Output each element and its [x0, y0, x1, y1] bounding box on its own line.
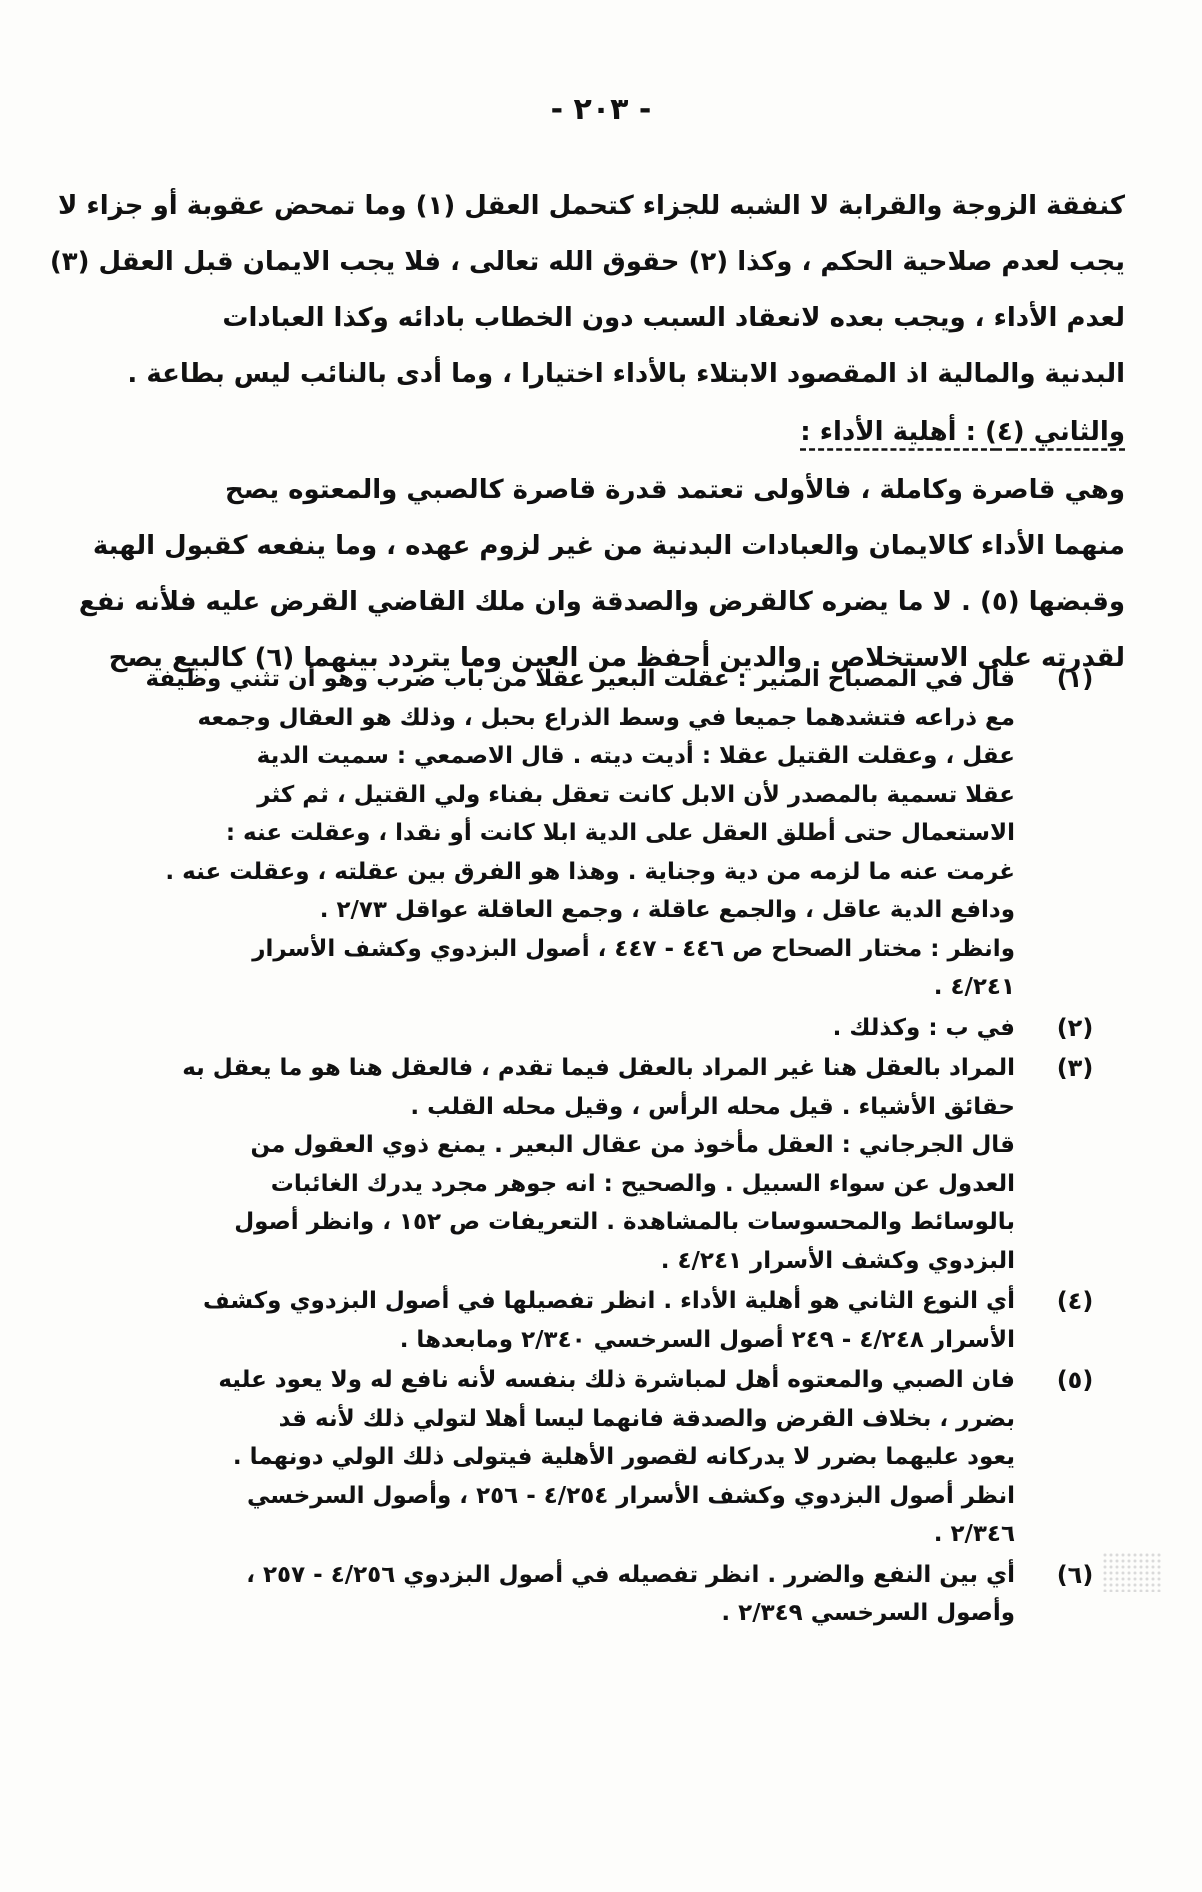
footnote [120, 1556, 1110, 1633]
main-text [49, 178, 1125, 686]
footnote-line: أي بين النفع والضرر . انظر تفصيله في أصول البزدوي ٤/٢٥٦ - ٢٥٧ ، [246, 1561, 1015, 1588]
body-line: البدنية والمالية اذ المقصود الابتلاء بالأداء اختيارا ، وما أدى بالنائب ليس بطاعة . [127, 359, 1125, 389]
footnote [120, 1361, 1110, 1554]
footnote-line: حقائق الأشياء . قيل محله الرأس ، وقيل محله القلب . [410, 1093, 1015, 1120]
body-line: منهما الأداء كالايمان والعبادات البدنية من غير لزوم عهده ، وما ينفعه كقبول الهبة [92, 531, 1125, 561]
footnote-line: قال في المصباح المنير : عقلت البعير عقلا من باب ضرب وهو أن تثني وظيفة [145, 666, 1015, 692]
footnote-line: عقلا تسمية بالمصدر لأن الابل كانت تعقل بفناء ولي القتيل ، ثم كثر [257, 781, 1015, 808]
footnote-line: ودافع الدية عاقل ، والجمع عاقلة ، وجمع العاقلة عواقل ٢/٧٣ . [319, 897, 1015, 923]
body-line: وهي قاصرة وكاملة ، فالأولى تعتمد قدرة قاصرة كالصبي والمعتوه يصح [224, 475, 1125, 505]
footnote-line: بضرر ، بخلاف القرض والصدقة فانهما ليسا أهلا لتولي ذلك لأنه قد [278, 1405, 1015, 1432]
footnotes [120, 660, 1110, 1635]
footnote-line: غرمت عنه ما لزمه من دية وجناية . وهذا هو الفرق بين عقلته ، وعقلت عنه . [165, 858, 1015, 885]
section-heading: والثاني (٤) : أهلية الأداء : [800, 417, 1125, 447]
footnote [120, 660, 1110, 1007]
footnote-number: (٤) [1056, 1287, 1094, 1315]
footnote-line: الاستعمال حتى أطلق العقل على الدية ابلا كانت أو نقدا ، وعقلت عنه : [225, 820, 1015, 846]
footnote-number: (١) [1056, 665, 1094, 693]
footnote-number: (٣) [1056, 1054, 1094, 1082]
body-line: يجب لعدم صلاحية الحكم ، وكذا (٢) حقوق الله تعالى ، فلا يجب الايمان قبل العقل (٣) [49, 247, 1125, 277]
footnote [120, 1009, 1110, 1048]
footnote-number: (٥) [1056, 1366, 1094, 1394]
body-line: كنفقة الزوجة والقرابة لا الشبه للجزاء كتحمل العقل (١) وما تمحض عقوبة أو جزاء لا [57, 191, 1125, 221]
footnote-line: ٢/٣٤٦ . [933, 1521, 1015, 1547]
footnote-number: (٢) [1056, 1013, 1094, 1042]
footnote-line: وانظر : مختار الصحاح ص ٤٤٦ - ٤٤٧ ، أصول البزدوي وكشف الأسرار [252, 935, 1015, 962]
footnote-line: العدول عن سواء السبيل . والصحيح : انه جوهر مجرد يدرك الغائبات [270, 1170, 1015, 1197]
footnote [120, 1282, 1110, 1359]
footnote-line: قال الجرجاني : العقل مأخوذ من عقال البعير . يمنع ذوي العقول من [250, 1132, 1015, 1158]
footnote-line: المراد بالعقل هنا غير المراد بالعقل فيما تقدم ، فالعقل هنا هو ما يعقل به [182, 1055, 1015, 1081]
footnote-line: انظر أصول البزدوي وكشف الأسرار ٤/٢٥٤ - ٢٥٦ ، وأصول السرخسي [247, 1482, 1015, 1509]
footnote-line: فان الصبي والمعتوه أهل لمباشرة ذلك بنفسه لأنه نافع له ولا يعود عليه [218, 1367, 1015, 1393]
footnote-line: ٤/٢٤١ . [933, 974, 1015, 1000]
page-number: - ٢٠٣ - [550, 92, 652, 127]
section-heading-line [150, 402, 1125, 462]
footnote-line: يعود عليهما بضرر لا يدركانه لقصور الأهلية فيتولى ذلك الولي دونهما . [232, 1444, 1015, 1470]
footnote-number: (٦) [1056, 1560, 1094, 1589]
footnote-line: عقل ، وعقلت القتيل عقلا : أديت ديته . قال الاصمعي : سميت الدية [256, 743, 1015, 769]
body-line: لقدرته على الاستخلاص . والدين أحفظ من العين وما يتردد بينهما (٦) كالبيع يصح [108, 643, 1125, 673]
scan-noise [1102, 1552, 1162, 1592]
footnote [120, 1049, 1110, 1280]
body-line: وقبضها (٥) . لا ما يضره كالقرض والصدقة وان ملك القاضي القرض عليه فلأنه نفع [78, 587, 1125, 617]
footnote-line: مع ذراعه فتشدهما جميعا في وسط الذراع بحبل ، وذلك هو العقال وجمعه [197, 704, 1015, 731]
footnote-line: وأصول السرخسي ٢/٣٤٩ . [721, 1600, 1015, 1626]
footnote-line: في ب : وكذلك . [832, 1014, 1015, 1041]
footnote-line: أي النوع الثاني هو أهلية الأداء . انظر تفصيلها في أصول البزدوي وكشف [202, 1288, 1015, 1314]
footnote-line: بالوسائط والمحسوسات بالمشاهدة . التعريفات ص ١٥٢ ، وانظر أصول [234, 1209, 1015, 1235]
footnote-line: البزدوي وكشف الأسرار ٤/٢٤١ . [660, 1247, 1015, 1274]
footnote-line: الأسرار ٤/٢٤٨ - ٢٤٩ أصول السرخسي ٢/٣٤٠ ومابعدها . [399, 1326, 1015, 1353]
body-line: لعدم الأداء ، ويجب بعده لانعقاد السبب دون الخطاب بادائه وكذا العبادات [222, 303, 1125, 333]
